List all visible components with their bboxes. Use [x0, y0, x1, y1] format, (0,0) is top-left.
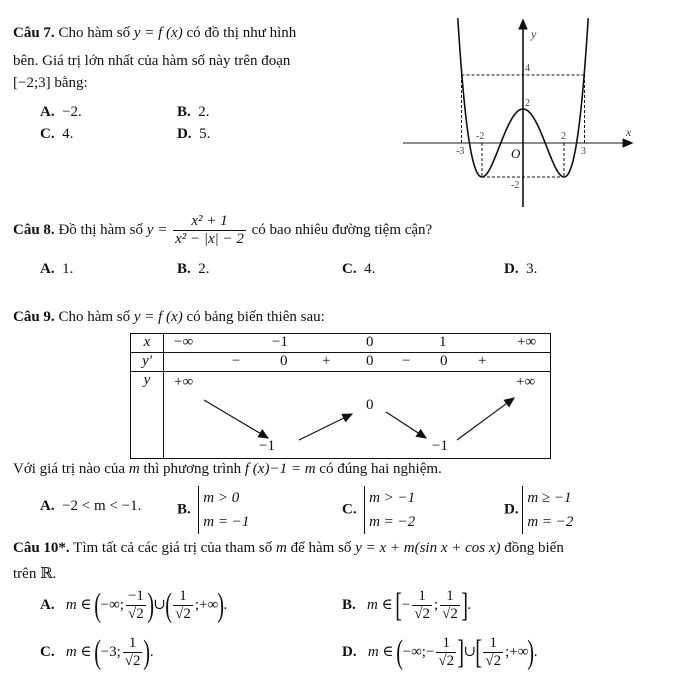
- x-values-cell: [164, 334, 551, 353]
- sign-value: +: [478, 353, 487, 369]
- option-letter: D.: [504, 261, 519, 277]
- denominator: √2: [485, 653, 502, 669]
- q8-line1: [13, 213, 432, 248]
- option-letter: B.: [177, 261, 191, 277]
- x-value: −∞: [174, 334, 194, 350]
- paren-open: (: [165, 586, 172, 624]
- paren-open: (: [94, 633, 102, 671]
- x-value: 0: [366, 334, 374, 350]
- period: .: [149, 643, 154, 660]
- m-in: m ∈: [65, 643, 92, 660]
- y-tick-label: 2: [525, 98, 530, 109]
- table-row-y: [131, 372, 551, 459]
- option-letter: B.: [177, 104, 191, 120]
- option-value: −2 < m < −1.: [62, 498, 142, 514]
- system-line: m > 0: [203, 490, 240, 506]
- x-tick-label: 2: [561, 131, 566, 142]
- fraction: [440, 588, 460, 623]
- q10-line2: trên ℝ.: [13, 566, 57, 582]
- q10-text1: Tìm tất cả các giá trị của tham số: [73, 540, 273, 556]
- q9-option-d[interactable]: [504, 486, 573, 534]
- q10-func: y = x + m(sin x + cos x): [355, 540, 501, 556]
- q7-line2: bên. Giá trị lớn nhất của hàm số này trên đoạn: [13, 53, 291, 69]
- period: .: [533, 643, 538, 660]
- m-in: m ∈: [367, 643, 394, 660]
- x-axis-label: x: [626, 125, 632, 139]
- numerator: −1: [127, 588, 144, 604]
- option-value: 3.: [526, 261, 538, 277]
- y-value-max: 0: [366, 397, 374, 413]
- option-value: −2.: [62, 104, 82, 120]
- denominator: √2: [442, 606, 458, 622]
- q9-question-c: có đúng hai nghiệm.: [319, 461, 442, 477]
- q8-text2: có bao nhiêu đường tiệm cận?: [251, 221, 433, 238]
- option-letter: A.: [40, 261, 55, 277]
- q7-option-a[interactable]: [40, 104, 82, 121]
- x-value: −1: [272, 334, 288, 350]
- q8-y-eq: y =: [146, 221, 168, 238]
- sign-value: 0: [280, 353, 288, 369]
- option-value: 4.: [364, 261, 376, 277]
- q8-text1: Đồ thị hàm số: [58, 221, 144, 238]
- q10-m: m: [276, 540, 287, 556]
- q7-graph: [398, 14, 636, 209]
- numerator: 1: [436, 635, 456, 653]
- arrow-up: [299, 414, 352, 440]
- option-letter: C.: [40, 126, 55, 142]
- option-value: 4.: [62, 126, 74, 142]
- q8-label: Câu 8.: [13, 221, 55, 238]
- y-values-cell: [164, 372, 551, 459]
- neg-inf: −∞;: [100, 596, 124, 613]
- period: .: [223, 596, 228, 613]
- paren-close: ): [143, 633, 151, 671]
- q7-option-d[interactable]: [177, 126, 210, 143]
- union: ∪: [153, 596, 166, 613]
- denominator: √2: [438, 653, 455, 669]
- q9-line1: [13, 309, 325, 326]
- yprime-values-cell: [164, 353, 551, 372]
- y-value-left: +∞: [174, 374, 194, 390]
- system-line: m = −2: [527, 514, 574, 530]
- y-value-right: +∞: [516, 374, 536, 390]
- sign-value: −: [232, 353, 241, 369]
- fraction: [412, 588, 432, 623]
- denominator: √2: [175, 606, 191, 622]
- option-system: [198, 486, 249, 534]
- pos-inf: ;+∞: [194, 596, 219, 613]
- q9-text2: có bảng biến thiên sau:: [186, 309, 325, 325]
- q9-question-a: Với giá trị nào của: [13, 461, 126, 477]
- x-value: +∞: [517, 334, 537, 350]
- sign-value: −: [402, 353, 411, 369]
- q7-line3: [13, 75, 88, 92]
- fraction: [483, 635, 503, 670]
- row-label-y: y: [131, 372, 164, 459]
- q9-question-m: m: [128, 461, 140, 477]
- table-row-x: [131, 334, 551, 353]
- q7-line1: [13, 25, 296, 42]
- numerator: 1: [483, 635, 503, 653]
- y-value-min2: −1: [432, 438, 448, 454]
- fraction: [126, 588, 146, 623]
- paren-close: ): [147, 586, 154, 624]
- q9-option-a[interactable]: [40, 498, 141, 515]
- q10-option-b[interactable]: [342, 588, 471, 623]
- denominator: √2: [414, 606, 430, 622]
- q10-text2: để hàm số: [290, 540, 352, 556]
- option-value: 5.: [199, 126, 211, 142]
- minus-three: −3;: [100, 643, 121, 660]
- option-letter: B.: [342, 596, 356, 613]
- q9-func: y = f (x): [133, 309, 183, 325]
- option-letter: C.: [342, 261, 357, 277]
- q9-option-c[interactable]: [342, 486, 415, 534]
- q7-option-c[interactable]: [40, 126, 73, 143]
- option-letter: C.: [40, 643, 55, 660]
- q9-question: [13, 461, 442, 478]
- x-value: 1: [439, 334, 447, 350]
- sign-value: 0: [366, 353, 374, 369]
- q7-interval: [−2;3]: [13, 75, 51, 91]
- option-system: [522, 486, 573, 534]
- bracket-close: ]: [457, 633, 465, 671]
- y-value-min1: −1: [259, 438, 275, 454]
- option-letter: A.: [40, 498, 55, 514]
- arrow-up: [457, 398, 514, 440]
- q8-option-d[interactable]: [504, 261, 537, 278]
- paren-close: ): [217, 586, 225, 624]
- minus: −: [425, 643, 435, 660]
- row-label-x: x: [131, 334, 164, 353]
- paren-open: (: [396, 633, 404, 671]
- q7-text2: có đồ thị như hình: [186, 25, 297, 41]
- y-tick-label: 4: [525, 63, 530, 74]
- q7-text1: Cho hàm số: [58, 25, 131, 41]
- paren-open: (: [94, 586, 102, 624]
- system-line: m ≥ −1: [527, 490, 572, 506]
- q7-text3: bằng:: [54, 75, 88, 91]
- q8-numerator: x² + 1: [173, 213, 246, 231]
- semicolon: ;: [433, 596, 439, 613]
- q8-fraction: [173, 213, 246, 248]
- numerator: 1: [123, 635, 143, 653]
- q10-label: Câu 10*.: [13, 540, 70, 556]
- option-letter: D.: [342, 643, 357, 660]
- system-line: m = −1: [203, 514, 250, 530]
- q10-line1: [13, 540, 564, 557]
- y-axis-label: y: [531, 27, 537, 41]
- q10-option-c[interactable]: [40, 635, 154, 670]
- q10-option-a[interactable]: [40, 588, 227, 623]
- option-letter: D.: [177, 126, 192, 142]
- union: ∪: [463, 643, 477, 660]
- q9-text1: Cho hàm số: [58, 309, 131, 325]
- fraction: [123, 635, 143, 670]
- q7-func: y = f (x): [133, 25, 183, 41]
- denominator: √2: [128, 606, 144, 622]
- numerator: 1: [440, 588, 460, 606]
- option-letter: A.: [40, 104, 55, 120]
- system-line: m > −1: [369, 490, 416, 506]
- option-system: [364, 486, 415, 534]
- fraction: [173, 588, 193, 623]
- pos-inf: ;+∞: [505, 643, 529, 660]
- row-label-yprime: y': [131, 353, 164, 372]
- q7-label: Câu 7.: [13, 25, 55, 41]
- table-row-yprime: [131, 353, 551, 372]
- q8-option-c[interactable]: [342, 261, 375, 278]
- bracket-close: ]: [461, 586, 468, 624]
- neg-inf: −∞;: [402, 643, 426, 660]
- m-in: m ∈: [367, 596, 393, 613]
- x-tick-label: -3: [456, 146, 465, 157]
- variation-table: [130, 333, 551, 459]
- q8-option-a[interactable]: [40, 261, 73, 278]
- q8-option-b[interactable]: [177, 261, 210, 278]
- bracket-open: [: [395, 586, 403, 624]
- q9-question-b: thì phương trình: [143, 461, 242, 477]
- option-value: 2.: [198, 104, 210, 120]
- period: .: [467, 596, 471, 613]
- option-letter: C.: [342, 501, 357, 518]
- paren-close: ): [527, 633, 535, 671]
- arrow-down: [204, 400, 268, 438]
- option-letter: B.: [177, 501, 191, 518]
- q10-option-d[interactable]: [342, 635, 538, 670]
- m-in: m ∈: [65, 596, 92, 613]
- option-value: 2.: [198, 261, 210, 277]
- x-tick-label: 3: [581, 146, 586, 157]
- bracket-open: [: [475, 633, 483, 671]
- option-value: 1.: [62, 261, 74, 277]
- minus: −: [401, 596, 411, 613]
- q8-denominator: x² − |x| − 2: [175, 231, 244, 247]
- q9-label: Câu 9.: [13, 309, 55, 325]
- numerator: 1: [412, 588, 432, 606]
- fraction: [436, 635, 456, 670]
- q7-option-b[interactable]: [177, 104, 210, 121]
- variation-arrows: [164, 372, 550, 459]
- numerator: 1: [173, 588, 193, 606]
- origin-label: O: [511, 146, 521, 161]
- q10-text3: đồng biến: [504, 540, 564, 556]
- option-letter: A.: [40, 596, 55, 613]
- sign-value: 0: [440, 353, 448, 369]
- denominator: √2: [124, 653, 141, 669]
- x-tick-label: -2: [476, 131, 485, 142]
- q9-question-eq: f (x)−1 = m: [244, 461, 316, 477]
- q9-option-b[interactable]: [177, 486, 249, 534]
- system-line: m = −2: [369, 514, 416, 530]
- y-tick-label: -2: [511, 180, 520, 191]
- option-letter: D.: [504, 501, 519, 518]
- sign-value: +: [322, 353, 331, 369]
- arrow-down: [386, 412, 426, 438]
